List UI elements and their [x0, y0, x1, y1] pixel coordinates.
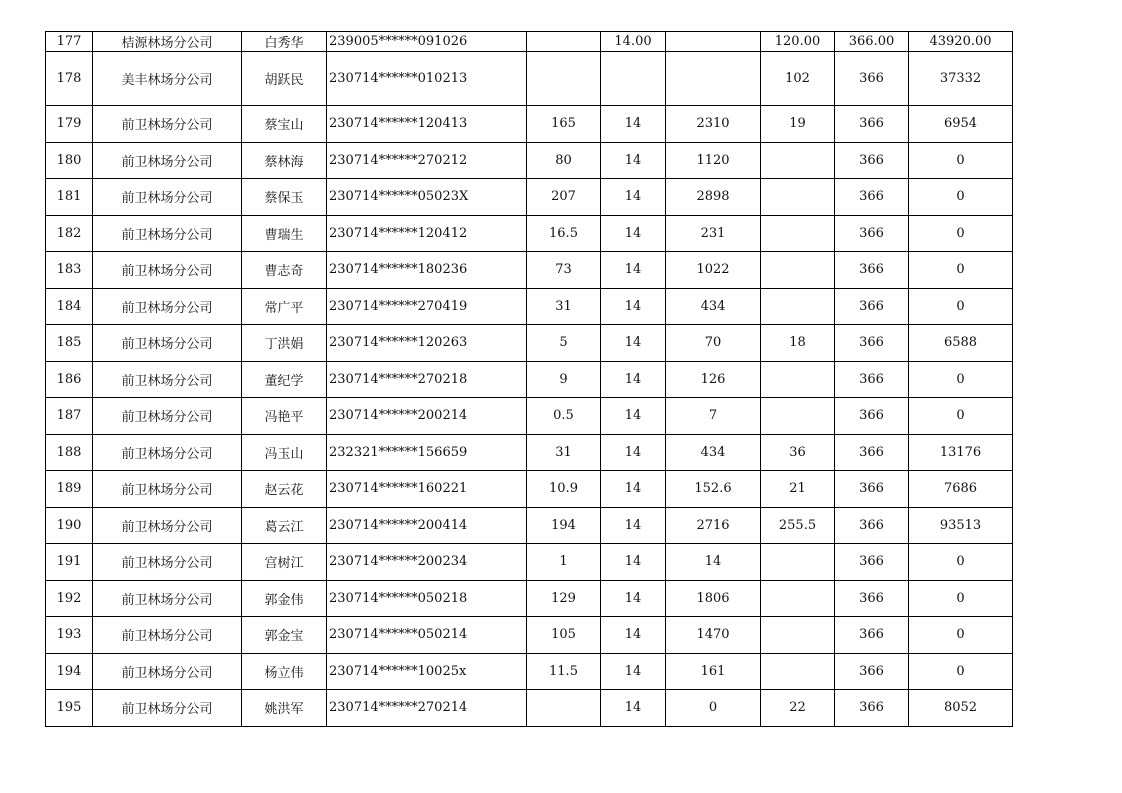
- unit-cell: 前卫林场分公司: [93, 617, 242, 654]
- name-cell: 郭金宝: [242, 617, 327, 654]
- col5-cell: 129: [527, 580, 601, 617]
- row-number-cell: 177: [46, 32, 93, 52]
- col9-cell: 366: [835, 653, 909, 690]
- col6-cell: 14: [601, 252, 666, 289]
- row-number-cell: 194: [46, 653, 93, 690]
- col9-cell: 366: [835, 252, 909, 289]
- col7-cell: 70: [666, 325, 761, 362]
- col8-cell: 102: [761, 52, 835, 106]
- col9-cell: 366: [835, 434, 909, 471]
- row-number-cell: 195: [46, 690, 93, 727]
- id-number-cell: 230714******200214: [327, 398, 527, 435]
- table-row: [46, 398, 1013, 435]
- id-number-cell: 230714******050214: [327, 617, 527, 654]
- col7-cell: 0: [666, 690, 761, 727]
- unit-cell: 前卫林场分公司: [93, 507, 242, 544]
- row-number-cell: 190: [46, 507, 93, 544]
- id-number-cell: 230714******180236: [327, 252, 527, 289]
- col5-cell: 9: [527, 361, 601, 398]
- col8-cell: 22: [761, 690, 835, 727]
- unit-cell: 前卫林场分公司: [93, 288, 242, 325]
- col5-cell: 207: [527, 179, 601, 216]
- col10-cell: 93513: [909, 507, 1013, 544]
- name-cell: 常广平: [242, 288, 327, 325]
- table-row: [46, 142, 1013, 179]
- col8-cell: [761, 288, 835, 325]
- table-row: [46, 252, 1013, 289]
- name-cell: 郭金伟: [242, 580, 327, 617]
- col9-cell: 366: [835, 361, 909, 398]
- table-row: [46, 106, 1013, 143]
- table-row: [46, 179, 1013, 216]
- col7-cell: 2898: [666, 179, 761, 216]
- col9-cell: 366: [835, 142, 909, 179]
- col6-cell: 14: [601, 325, 666, 362]
- name-cell: 曹志奇: [242, 252, 327, 289]
- col7-cell: 14: [666, 544, 761, 581]
- col8-cell: [761, 580, 835, 617]
- col8-cell: [761, 179, 835, 216]
- col8-cell: [761, 252, 835, 289]
- col10-cell: 0: [909, 142, 1013, 179]
- table-row: [46, 471, 1013, 508]
- col10-cell: 0: [909, 179, 1013, 216]
- col5-cell: [527, 32, 601, 52]
- name-cell: 冯艳平: [242, 398, 327, 435]
- unit-cell: 前卫林场分公司: [93, 398, 242, 435]
- col9-cell: 366: [835, 106, 909, 143]
- table-row: [46, 288, 1013, 325]
- name-cell: 胡跃民: [242, 52, 327, 106]
- col5-cell: 0.5: [527, 398, 601, 435]
- col9-cell: 366: [835, 398, 909, 435]
- unit-cell: 前卫林场分公司: [93, 252, 242, 289]
- col7-cell: [666, 52, 761, 106]
- id-number-cell: 230714******270419: [327, 288, 527, 325]
- col7-cell: 2716: [666, 507, 761, 544]
- col5-cell: 1: [527, 544, 601, 581]
- col10-cell: 0: [909, 215, 1013, 252]
- row-number-cell: 185: [46, 325, 93, 362]
- col7-cell: 1806: [666, 580, 761, 617]
- col9-cell: 366.00: [835, 32, 909, 52]
- col8-cell: [761, 544, 835, 581]
- col10-cell: 37332: [909, 52, 1013, 106]
- col7-cell: 7: [666, 398, 761, 435]
- col6-cell: 14: [601, 361, 666, 398]
- col7-cell: 231: [666, 215, 761, 252]
- col5-cell: 5: [527, 325, 601, 362]
- col6-cell: 14: [601, 544, 666, 581]
- col10-cell: 0: [909, 361, 1013, 398]
- col8-cell: [761, 142, 835, 179]
- col10-cell: 0: [909, 544, 1013, 581]
- name-cell: 姚洪军: [242, 690, 327, 727]
- col10-cell: 43920.00: [909, 32, 1013, 52]
- id-number-cell: 230714******270214: [327, 690, 527, 727]
- col8-cell: 255.5: [761, 507, 835, 544]
- table-row: [46, 52, 1013, 106]
- id-number-cell: 230714******050218: [327, 580, 527, 617]
- col10-cell: 6588: [909, 325, 1013, 362]
- row-number-cell: 182: [46, 215, 93, 252]
- row-number-cell: 191: [46, 544, 93, 581]
- col7-cell: [666, 32, 761, 52]
- col5-cell: 165: [527, 106, 601, 143]
- data-table: [45, 31, 1013, 727]
- name-cell: 白秀华: [242, 32, 327, 52]
- unit-cell: 前卫林场分公司: [93, 215, 242, 252]
- table-body: [46, 32, 1013, 727]
- col7-cell: 434: [666, 434, 761, 471]
- col6-cell: 14: [601, 617, 666, 654]
- name-cell: 杨立伟: [242, 653, 327, 690]
- table-row: [46, 544, 1013, 581]
- id-number-cell: 230714******200414: [327, 507, 527, 544]
- col8-cell: 18: [761, 325, 835, 362]
- col10-cell: 13176: [909, 434, 1013, 471]
- table-row: [46, 434, 1013, 471]
- unit-cell: 前卫林场分公司: [93, 142, 242, 179]
- col5-cell: [527, 52, 601, 106]
- col6-cell: 14: [601, 142, 666, 179]
- table-row: [46, 361, 1013, 398]
- unit-cell: 前卫林场分公司: [93, 106, 242, 143]
- col7-cell: 2310: [666, 106, 761, 143]
- id-number-cell: 230714******270212: [327, 142, 527, 179]
- unit-cell: 桔源林场分公司: [93, 32, 242, 52]
- name-cell: 蔡宝山: [242, 106, 327, 143]
- col5-cell: 105: [527, 617, 601, 654]
- col7-cell: 1022: [666, 252, 761, 289]
- col10-cell: 0: [909, 580, 1013, 617]
- col9-cell: 366: [835, 507, 909, 544]
- col6-cell: 14.00: [601, 32, 666, 52]
- name-cell: 赵云花: [242, 471, 327, 508]
- col6-cell: 14: [601, 653, 666, 690]
- col9-cell: 366: [835, 325, 909, 362]
- row-number-cell: 183: [46, 252, 93, 289]
- table-row: [46, 32, 1013, 52]
- row-number-cell: 181: [46, 179, 93, 216]
- col9-cell: 366: [835, 617, 909, 654]
- row-number-cell: 187: [46, 398, 93, 435]
- unit-cell: 美丰林场分公司: [93, 52, 242, 106]
- id-number-cell: 230714******270218: [327, 361, 527, 398]
- unit-cell: 前卫林场分公司: [93, 361, 242, 398]
- col9-cell: 366: [835, 471, 909, 508]
- id-number-cell: 239005******091026: [327, 32, 527, 52]
- col9-cell: 366: [835, 544, 909, 581]
- col9-cell: 366: [835, 690, 909, 727]
- row-number-cell: 178: [46, 52, 93, 106]
- col10-cell: 0: [909, 398, 1013, 435]
- name-cell: 宫树江: [242, 544, 327, 581]
- col9-cell: 366: [835, 179, 909, 216]
- id-number-cell: 230714******10025x: [327, 653, 527, 690]
- col7-cell: 161: [666, 653, 761, 690]
- col7-cell: 1470: [666, 617, 761, 654]
- unit-cell: 前卫林场分公司: [93, 179, 242, 216]
- col6-cell: 14: [601, 507, 666, 544]
- col10-cell: 0: [909, 653, 1013, 690]
- col6-cell: 14: [601, 106, 666, 143]
- row-number-cell: 184: [46, 288, 93, 325]
- col8-cell: [761, 617, 835, 654]
- id-number-cell: 230714******200234: [327, 544, 527, 581]
- col6-cell: [601, 52, 666, 106]
- row-number-cell: 193: [46, 617, 93, 654]
- unit-cell: 前卫林场分公司: [93, 325, 242, 362]
- id-number-cell: 230714******120413: [327, 106, 527, 143]
- table-row: [46, 580, 1013, 617]
- table-row: [46, 215, 1013, 252]
- table-row: [46, 507, 1013, 544]
- col8-cell: 36: [761, 434, 835, 471]
- name-cell: 董纪学: [242, 361, 327, 398]
- name-cell: 蔡保玉: [242, 179, 327, 216]
- col5-cell: 16.5: [527, 215, 601, 252]
- row-number-cell: 179: [46, 106, 93, 143]
- col5-cell: 10.9: [527, 471, 601, 508]
- col9-cell: 366: [835, 215, 909, 252]
- row-number-cell: 188: [46, 434, 93, 471]
- col6-cell: 14: [601, 398, 666, 435]
- col7-cell: 126: [666, 361, 761, 398]
- col6-cell: 14: [601, 179, 666, 216]
- col8-cell: 21: [761, 471, 835, 508]
- col5-cell: 31: [527, 288, 601, 325]
- col9-cell: 366: [835, 288, 909, 325]
- col6-cell: 14: [601, 288, 666, 325]
- col10-cell: 7686: [909, 471, 1013, 508]
- id-number-cell: 230714******120263: [327, 325, 527, 362]
- col6-cell: 14: [601, 215, 666, 252]
- col5-cell: 80: [527, 142, 601, 179]
- table-row: [46, 690, 1013, 727]
- col9-cell: 366: [835, 580, 909, 617]
- unit-cell: 前卫林场分公司: [93, 471, 242, 508]
- col7-cell: 434: [666, 288, 761, 325]
- unit-cell: 前卫林场分公司: [93, 690, 242, 727]
- col5-cell: 11.5: [527, 653, 601, 690]
- name-cell: 曹瑞生: [242, 215, 327, 252]
- row-number-cell: 186: [46, 361, 93, 398]
- row-number-cell: 189: [46, 471, 93, 508]
- id-number-cell: 232321******156659: [327, 434, 527, 471]
- col8-cell: 19: [761, 106, 835, 143]
- col8-cell: 120.00: [761, 32, 835, 52]
- col10-cell: 8052: [909, 690, 1013, 727]
- name-cell: 葛云江: [242, 507, 327, 544]
- col8-cell: [761, 215, 835, 252]
- name-cell: 丁洪娟: [242, 325, 327, 362]
- id-number-cell: 230714******160221: [327, 471, 527, 508]
- table-row: [46, 653, 1013, 690]
- col7-cell: 1120: [666, 142, 761, 179]
- id-number-cell: 230714******05023X: [327, 179, 527, 216]
- name-cell: 蔡林海: [242, 142, 327, 179]
- col10-cell: 0: [909, 288, 1013, 325]
- col6-cell: 14: [601, 690, 666, 727]
- name-cell: 冯玉山: [242, 434, 327, 471]
- table-row: [46, 617, 1013, 654]
- unit-cell: 前卫林场分公司: [93, 544, 242, 581]
- col9-cell: 366: [835, 52, 909, 106]
- col8-cell: [761, 398, 835, 435]
- col5-cell: [527, 690, 601, 727]
- col6-cell: 14: [601, 471, 666, 508]
- col8-cell: [761, 653, 835, 690]
- id-number-cell: 230714******120412: [327, 215, 527, 252]
- col5-cell: 194: [527, 507, 601, 544]
- col6-cell: 14: [601, 580, 666, 617]
- col10-cell: 0: [909, 617, 1013, 654]
- unit-cell: 前卫林场分公司: [93, 580, 242, 617]
- id-number-cell: 230714******010213: [327, 52, 527, 106]
- row-number-cell: 192: [46, 580, 93, 617]
- col10-cell: 6954: [909, 106, 1013, 143]
- table-row: [46, 325, 1013, 362]
- col10-cell: 0: [909, 252, 1013, 289]
- col6-cell: 14: [601, 434, 666, 471]
- row-number-cell: 180: [46, 142, 93, 179]
- unit-cell: 前卫林场分公司: [93, 434, 242, 471]
- unit-cell: 前卫林场分公司: [93, 653, 242, 690]
- col8-cell: [761, 361, 835, 398]
- col5-cell: 73: [527, 252, 601, 289]
- col7-cell: 152.6: [666, 471, 761, 508]
- col5-cell: 31: [527, 434, 601, 471]
